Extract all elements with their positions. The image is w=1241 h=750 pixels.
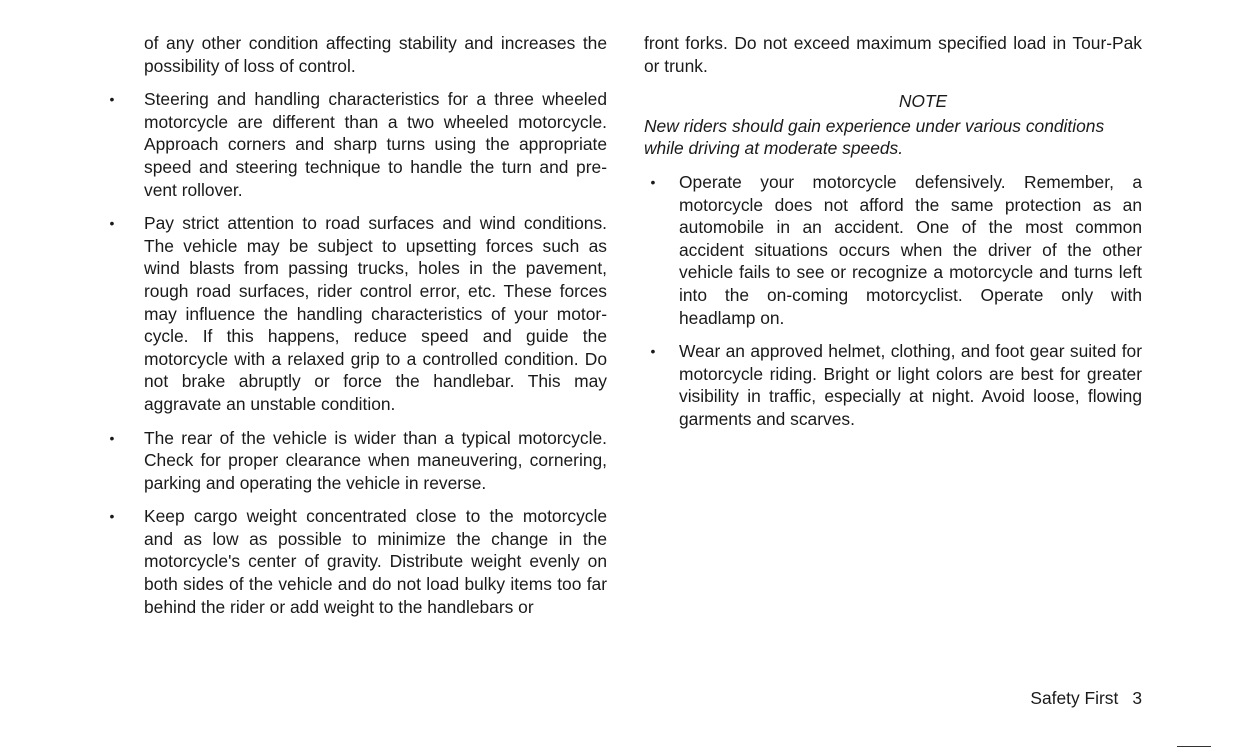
bullet-item xyxy=(109,212,607,415)
bullet-text: Operate your motorcycle defensively. Remember, a motorcycle does not afford the same protection as an automobile in an accident. One of the most common accident situations occurs when the driver of the other vehicle fails to see or recognize a motorcycle and turns left into the on-coming motorcyclist. Operate only with headlamp on. xyxy=(679,171,1142,328)
bullet-icon: • xyxy=(109,91,115,108)
bullet-text: Keep cargo weight concentrated close to the motorcycle and as low as possible to minimize the change in the motorcycle's center of gravity. Distribute weight evenly on both sides of the vehicle and do not load bulky items too far behind the rider or add weight to the handlebars or xyxy=(144,506,607,617)
bullet-item xyxy=(109,88,607,201)
note-text: New riders should gain experience under various conditions while driving at moderate speeds. xyxy=(644,115,1105,159)
left-column xyxy=(109,32,607,629)
bullet-item xyxy=(109,505,607,618)
bullet-text: Steering and handling characteristics for a three wheeled motorcycle are different than a two wheeled motorcycle. Approach corners and sharp turns using the appropriate speed and steering technique to handle the turn and prevent rollover. xyxy=(144,89,607,200)
bullet-text: Pay strict attention to road surfaces and wind conditions. The vehicle may be subject to upsetting forces such as wind blasts from passing trucks, holes in the pavement, rough road surfaces, rider control error, etc. These forces may influence the handling characteristics of your motorcycle. If this happens, reduce speed and guide the motorcycle with a relaxed grip to a controlled condition. Do not brake abruptly or force the handlebar. This may aggravate an unstable condition. xyxy=(144,213,607,414)
bullet-icon: • xyxy=(109,429,115,446)
footer-section-title: Safety First xyxy=(1030,688,1119,708)
bullet-text: Wear an approved helmet, clothing, and foot gear suited for motorcycle riding. Bright or light colors are best for greater visibility in traffic, especially at night. Avoid loose, flowing garments and scarves. xyxy=(679,341,1142,429)
bullet-item xyxy=(109,427,607,495)
bullet-icon: • xyxy=(109,508,115,525)
bullet-icon: • xyxy=(650,343,656,360)
page-edge-rule xyxy=(1177,746,1211,747)
bullet-item xyxy=(650,171,1142,329)
continued-paragraph: of any other condition affecting stability and increases the possibility of loss of control. xyxy=(144,33,607,76)
bullet-item xyxy=(650,340,1142,430)
right-column xyxy=(644,32,1142,442)
bullet-text: The rear of the vehicle is wider than a typical motorcycle. Check for proper clearance when maneuvering, cornering, parking and operating the vehicle in reverse. xyxy=(144,427,607,493)
page-footer xyxy=(1020,687,1142,710)
note-heading: NOTE xyxy=(898,91,948,112)
continued-paragraph: front forks. Do not exceed maximum specified load in Tour-Pak or trunk. xyxy=(644,33,1142,76)
bullet-icon: • xyxy=(650,173,656,190)
bullet-icon: • xyxy=(109,215,115,232)
page-number: 3 xyxy=(1132,688,1142,708)
